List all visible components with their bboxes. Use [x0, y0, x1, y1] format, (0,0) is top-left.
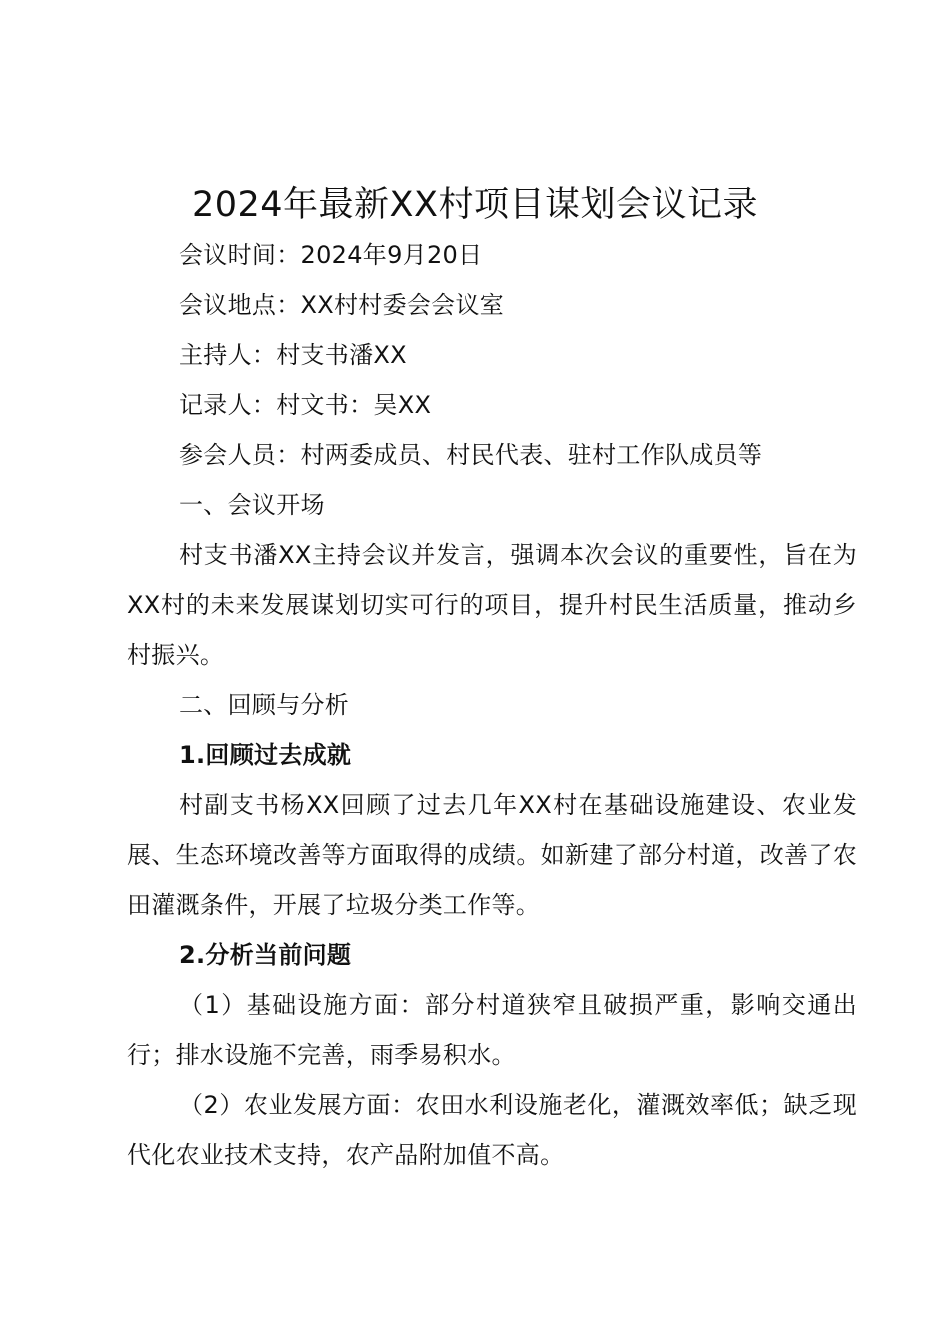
section-1-heading: 一、会议开场 — [179, 491, 325, 519]
document-title: 2024年最新XX村项目谋划会议记录 — [191, 185, 759, 225]
section-1-body: 村支书潘XX主持会议并发言，强调本次会议的重要性，旨在为XX村的未来发展谋划切实可行的项目，提升村民生活质量，推动乡村振兴。 — [127, 541, 857, 669]
problem-item-agriculture: （2）农业发展方面：农田水利设施老化，灌溉效率低；缺乏现代化农业技术支持，农产品附加值不高。 — [127, 1091, 857, 1169]
subsection-1-heading: 1.回顾过去成就 — [179, 741, 352, 769]
meeting-time: 会议时间：2024年9月20日 — [179, 241, 483, 269]
meeting-location: 会议地点：XX村村委会会议室 — [179, 291, 505, 319]
document-body — [127, 230, 857, 1180]
meeting-attendees: 参会人员：村两委成员、村民代表、驻村工作队成员等 — [179, 441, 763, 469]
problem-item-infrastructure: （1）基础设施方面：部分村道狭窄且破损严重，影响交通出行；排水设施不完善，雨季易积水。 — [127, 991, 857, 1069]
section-2-heading: 二、回顾与分析 — [179, 691, 350, 719]
meeting-recorder: 记录人：村文书：吴XX — [179, 391, 432, 419]
meeting-host: 主持人：村支书潘XX — [179, 341, 407, 369]
subsection-1-body: 村副支书杨XX回顾了过去几年XX村在基础设施建设、农业发展、生态环境改善等方面取得的成绩。如新建了部分村道，改善了农田灌溉条件，开展了垃圾分类工作等。 — [127, 791, 857, 919]
subsection-2-heading: 2.分析当前问题 — [179, 941, 352, 969]
